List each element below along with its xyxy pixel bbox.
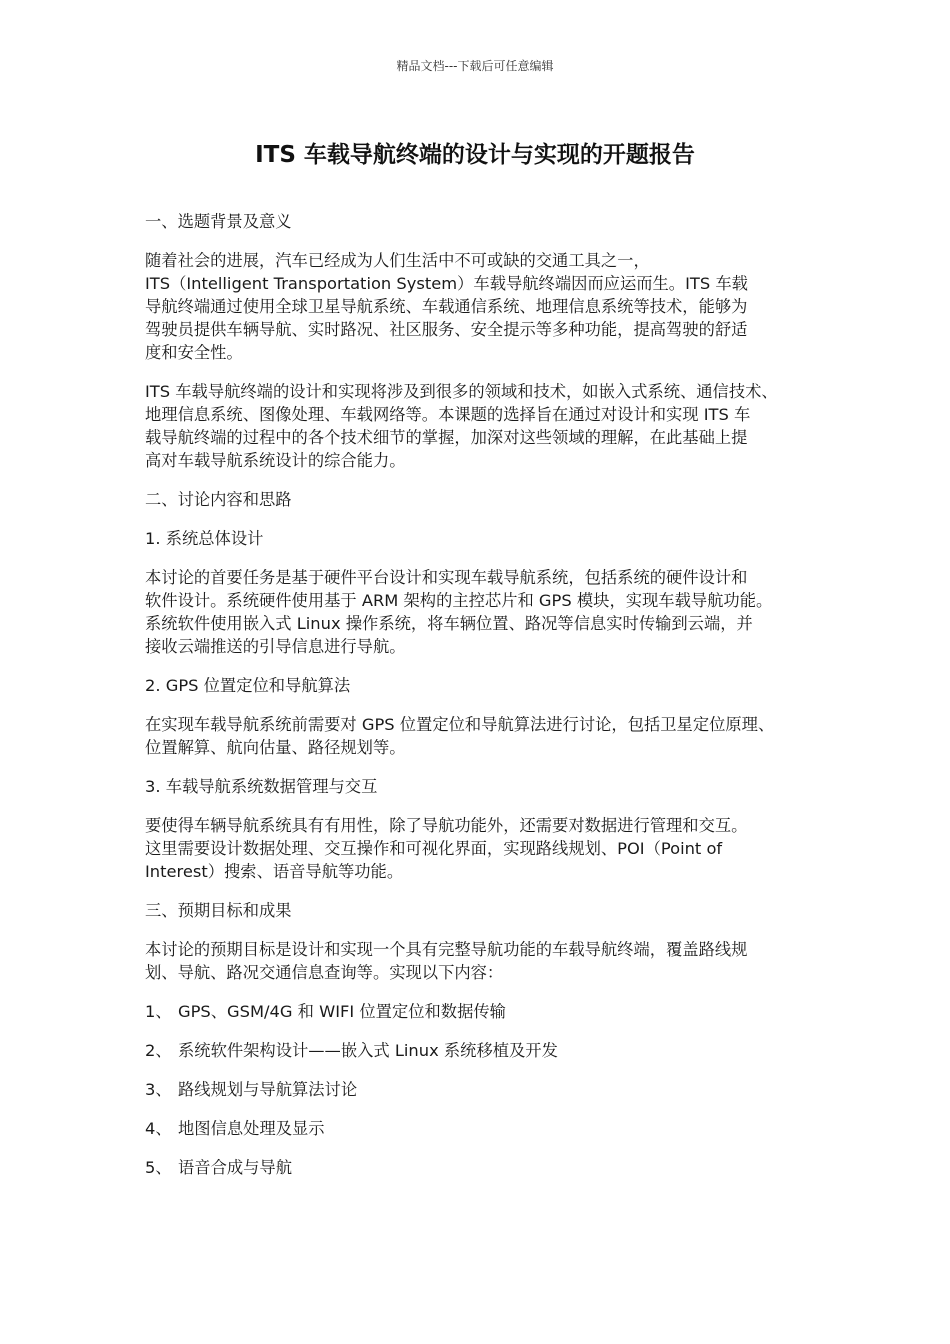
text-line: 这里需要设计数据处理、交互操作和可视化界面，实现路线规划、POI（Point of xyxy=(145,839,723,858)
paragraph-background xyxy=(145,249,825,364)
goal-text: 系统软件架构设计——嵌入式 Linux 系统移植及开发 xyxy=(178,1041,558,1060)
goal-number: 2、 xyxy=(145,1041,172,1060)
text-line: 系统软件使用嵌入式 Linux 操作系统，将车辆位置、路况等信息实时传输到云端，并 xyxy=(145,614,753,633)
goal-item xyxy=(145,1156,825,1179)
goal-item xyxy=(145,1078,825,1101)
goal-text: 地图信息处理及显示 xyxy=(178,1119,325,1138)
text-line: 导航终端通过使用全球卫星导航系统、车载通信系统、地理信息系统等技术，能够为 xyxy=(145,297,748,316)
paragraph-significance xyxy=(145,380,825,472)
paragraph-system-design xyxy=(145,566,825,658)
subsection-heading-gps: 2. GPS 位置定位和导航算法 xyxy=(145,676,351,695)
goal-text: GPS、GSM/4G 和 WIFI 位置定位和数据传输 xyxy=(178,1002,506,1021)
text-line: 高对车载导航系统设计的综合能力。 xyxy=(145,451,406,470)
subsection-heading-system-design: 1. 系统总体设计 xyxy=(145,529,264,548)
goal-item xyxy=(145,1039,825,1062)
text-line: ITS（Intelligent Transportation System）车载导航终端因而应运而生。ITS 车载 xyxy=(145,274,748,293)
text-line: 软件设计。系统硬件使用基于 ARM 架构的主控芯片和 GPS 模块，实现车载导航功能。 xyxy=(145,591,773,610)
goal-number: 3、 xyxy=(145,1080,172,1099)
goal-item xyxy=(145,1117,825,1140)
text-line: 划、导航、路况交通信息查询等。实现以下内容： xyxy=(145,963,504,982)
document-body xyxy=(145,210,825,1195)
header-note: 精品文档---下载后可任意编辑 xyxy=(396,59,554,73)
text-line: 本讨论的首要任务是基于硬件平台设计和实现车载导航系统，包括系统的硬件设计和 xyxy=(145,568,748,587)
text-line: 地理信息系统、图像处理、车载网络等。本课题的选择旨在通过对设计和实现 ITS 车 xyxy=(145,405,751,424)
section-heading-background: 一、选题背景及意义 xyxy=(145,212,292,231)
text-line: 要使得车辆导航系统具有有用性，除了导航功能外，还需要对数据进行管理和交互。 xyxy=(145,816,748,835)
text-line: ITS 车载导航终端的设计和实现将涉及到很多的领域和技术，如嵌入式系统、通信技术、 xyxy=(145,382,778,401)
goal-number: 4、 xyxy=(145,1119,172,1138)
goal-item xyxy=(145,1000,825,1023)
goal-text: 语音合成与导航 xyxy=(178,1158,292,1177)
section-heading-goals: 三、预期目标和成果 xyxy=(145,901,292,920)
paragraph-goals xyxy=(145,938,825,984)
document-title: ITS 车载导航终端的设计与实现的开题报告 xyxy=(255,142,695,168)
text-line: 在实现车载导航系统前需要对 GPS 位置定位和导航算法进行讨论，包括卫星定位原理、 xyxy=(145,715,775,734)
text-line: 接收云端推送的引导信息进行导航。 xyxy=(145,637,406,656)
text-line: 载导航终端的过程中的各个技术细节的掌握，加深对这些领域的理解，在此基础上提 xyxy=(145,428,748,447)
text-line: Interest）搜索、语音导航等功能。 xyxy=(145,862,404,881)
paragraph-data-management xyxy=(145,814,825,883)
text-line: 本讨论的预期目标是设计和实现一个具有完整导航功能的车载导航终端，覆盖路线规 xyxy=(145,940,748,959)
text-line: 驾驶员提供车辆导航、实时路况、社区服务、安全提示等多种功能，提高驾驶的舒适 xyxy=(145,320,748,339)
goal-number: 1、 xyxy=(145,1002,172,1021)
text-line: 度和安全性。 xyxy=(145,343,243,362)
text-line: 位置解算、航向估量、路径规划等。 xyxy=(145,738,406,757)
paragraph-gps xyxy=(145,713,825,759)
section-heading-content: 二、讨论内容和思路 xyxy=(145,490,292,509)
goal-number: 5、 xyxy=(145,1158,172,1177)
subsection-heading-data-management: 3. 车载导航系统数据管理与交互 xyxy=(145,777,378,796)
goal-text: 路线规划与导航算法讨论 xyxy=(178,1080,358,1099)
text-line: 随着社会的进展，汽车已经成为人们生活中不可或缺的交通工具之一， xyxy=(145,251,650,270)
